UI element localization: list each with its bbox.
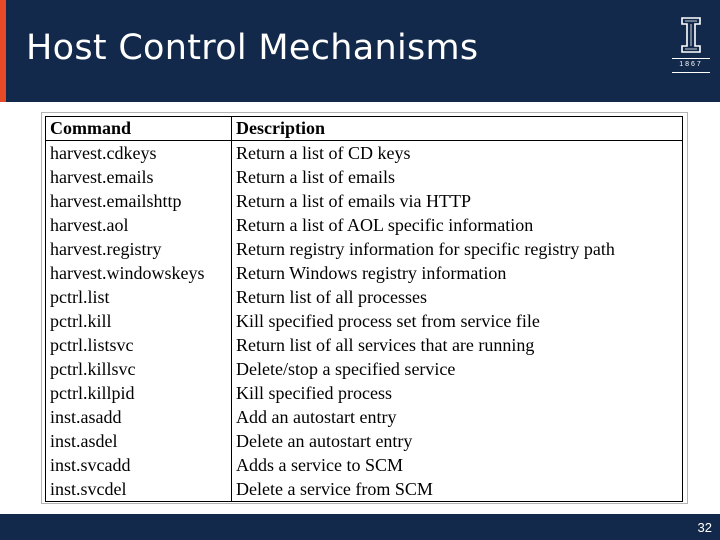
table-row bbox=[46, 237, 683, 261]
table-row bbox=[46, 453, 683, 477]
description-cell: Adds a service to SCM bbox=[232, 453, 683, 477]
command-cell: harvest.emailshttp bbox=[46, 189, 232, 213]
description-cell: Return list of all processes bbox=[232, 285, 683, 309]
command-cell: pctrl.killpid bbox=[46, 381, 232, 405]
table-row bbox=[46, 189, 683, 213]
description-cell: Return a list of emails via HTTP bbox=[232, 189, 683, 213]
command-cell: harvest.emails bbox=[46, 165, 232, 189]
command-cell: harvest.registry bbox=[46, 237, 232, 261]
description-cell: Return Windows registry information bbox=[232, 261, 683, 285]
table-body bbox=[46, 141, 683, 502]
description-cell: Return list of all services that are running bbox=[232, 333, 683, 357]
command-cell: pctrl.listsvc bbox=[46, 333, 232, 357]
table-row bbox=[46, 405, 683, 429]
logo-rule-top bbox=[672, 58, 710, 59]
table-row bbox=[46, 285, 683, 309]
table-row bbox=[46, 213, 683, 237]
page-number: 32 bbox=[697, 520, 712, 535]
command-cell: harvest.aol bbox=[46, 213, 232, 237]
command-cell: inst.svcdel bbox=[46, 477, 232, 502]
table-row bbox=[46, 309, 683, 333]
command-table bbox=[45, 116, 683, 502]
command-cell: inst.asdel bbox=[46, 429, 232, 453]
command-cell: harvest.cdkeys bbox=[46, 141, 232, 166]
description-cell: Delete/stop a specified service bbox=[232, 357, 683, 381]
column-header-description: Description bbox=[232, 117, 683, 141]
command-table-image bbox=[41, 112, 688, 504]
table-row bbox=[46, 165, 683, 189]
description-cell: Return registry information for specific registry path bbox=[232, 237, 683, 261]
slide-header bbox=[0, 0, 720, 102]
description-cell: Kill specified process set from service file bbox=[232, 309, 683, 333]
command-cell: pctrl.killsvc bbox=[46, 357, 232, 381]
table-row bbox=[46, 141, 683, 166]
description-cell: Delete a service from SCM bbox=[232, 477, 683, 502]
description-cell: Return a list of emails bbox=[232, 165, 683, 189]
table-row bbox=[46, 477, 683, 502]
table-row bbox=[46, 381, 683, 405]
description-cell: Add an autostart entry bbox=[232, 405, 683, 429]
description-cell: Delete an autostart entry bbox=[232, 429, 683, 453]
description-cell: Return a list of CD keys bbox=[232, 141, 683, 166]
command-cell: inst.svcadd bbox=[46, 453, 232, 477]
logo-year: 1867 bbox=[679, 61, 703, 68]
description-cell: Return a list of AOL specific information bbox=[232, 213, 683, 237]
table-row bbox=[46, 333, 683, 357]
command-cell: harvest.windowskeys bbox=[46, 261, 232, 285]
description-cell: Kill specified process bbox=[232, 381, 683, 405]
column-header-command: Command bbox=[46, 117, 232, 141]
table-header-row bbox=[46, 117, 683, 141]
command-cell: pctrl.list bbox=[46, 285, 232, 309]
block-i-icon bbox=[672, 14, 710, 58]
table-row bbox=[46, 429, 683, 453]
command-cell: inst.asadd bbox=[46, 405, 232, 429]
header-accent-bar bbox=[0, 0, 6, 102]
slide-title: Host Control Mechanisms bbox=[26, 28, 479, 68]
table-row bbox=[46, 357, 683, 381]
command-cell: pctrl.kill bbox=[46, 309, 232, 333]
logo-rule-bottom bbox=[672, 72, 710, 73]
table-row bbox=[46, 261, 683, 285]
university-logo bbox=[672, 14, 710, 76]
slide-footer bbox=[0, 514, 720, 540]
